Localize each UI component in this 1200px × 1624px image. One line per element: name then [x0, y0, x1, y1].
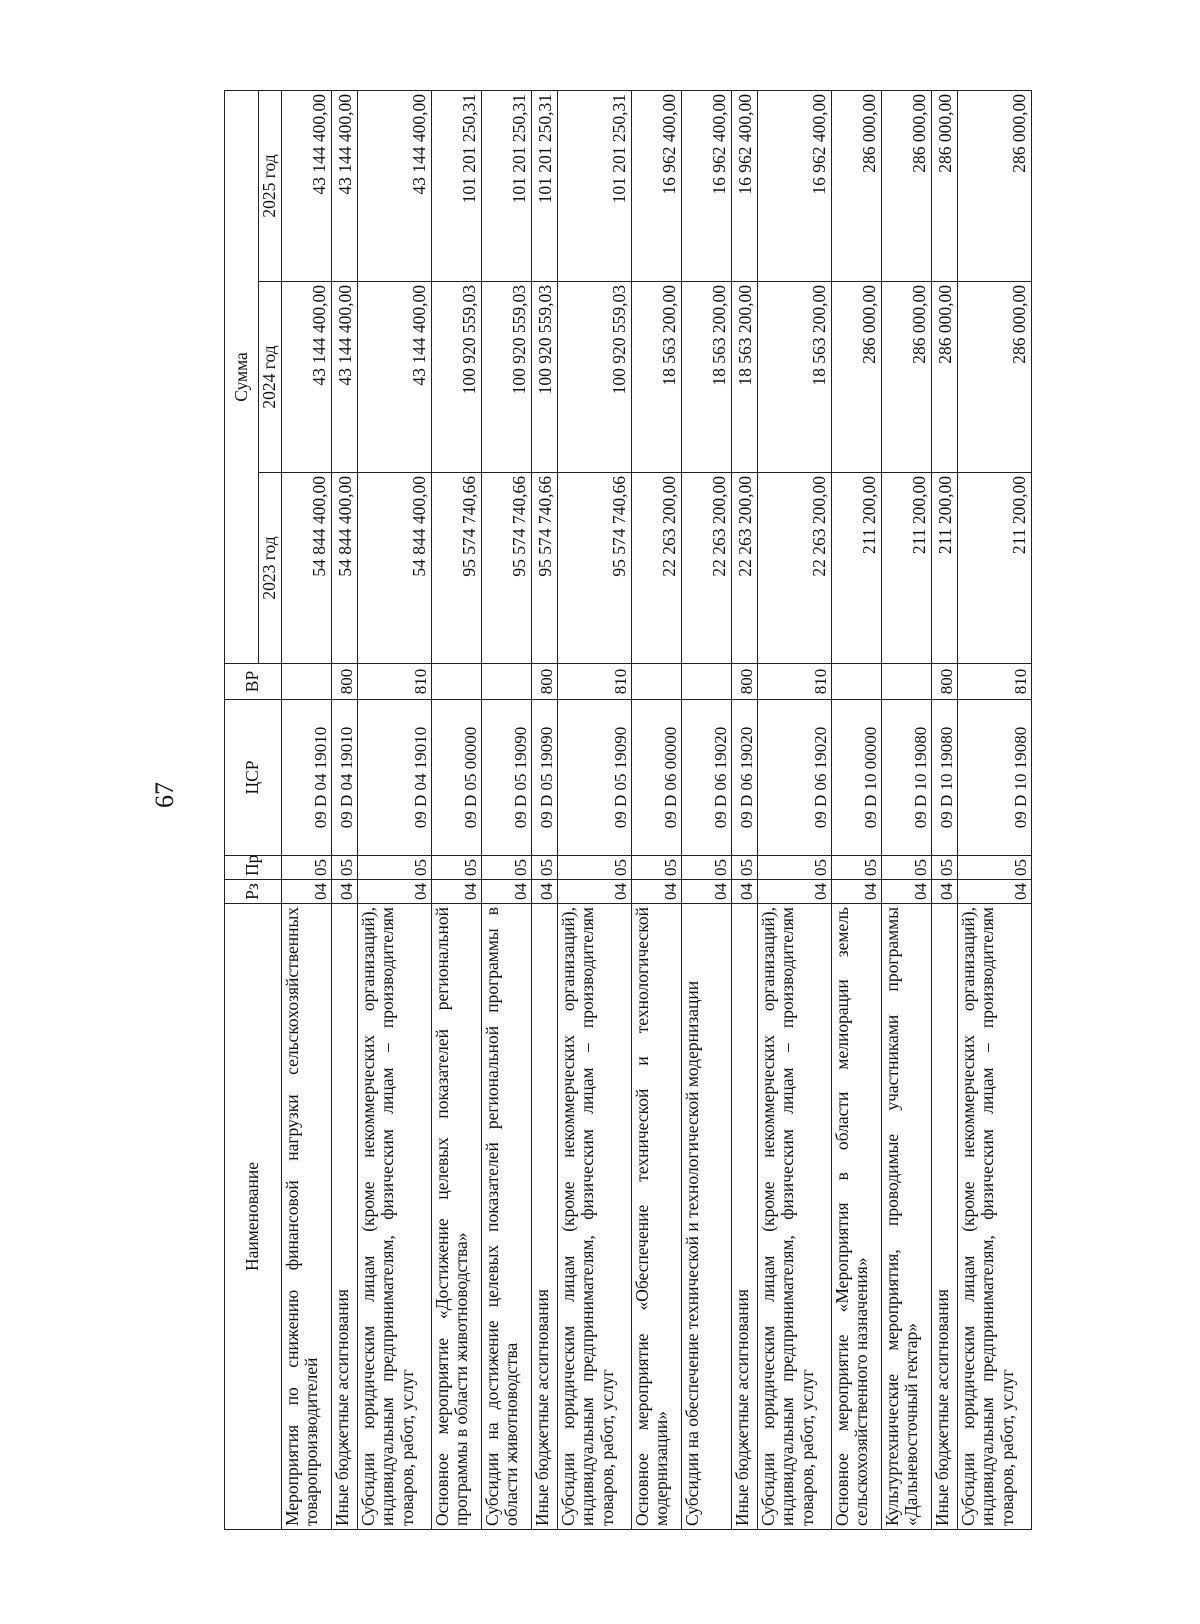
row-2024-cell: 18 563 200,00 — [631, 282, 681, 473]
row-2025-cell: 16 962 400,00 — [681, 90, 731, 281]
table-row — [431, 90, 481, 1529]
row-2023-cell: 211 200,00 — [931, 473, 957, 664]
row-vr-cell: 800 — [331, 664, 357, 700]
row-2025-cell: 16 962 400,00 — [631, 90, 681, 281]
row-2024-cell: 100 920 559,03 — [531, 282, 557, 473]
row-rz-cell: 04 — [331, 880, 357, 904]
row-pr-cell: 05 — [281, 856, 331, 880]
row-name-cell: Иные бюджетные ассигнования — [331, 904, 357, 1530]
row-2025-cell: 101 201 250,31 — [531, 90, 557, 281]
header-2024: 2024 год — [259, 282, 282, 473]
row-rz-cell: 04 — [431, 880, 481, 904]
row-2025-cell: 101 201 250,31 — [557, 90, 631, 281]
table-row — [331, 90, 357, 1529]
row-2025-cell: 101 201 250,31 — [431, 90, 481, 281]
row-rz-cell: 04 — [757, 880, 831, 904]
row-name-cell: Субсидии на обеспечение технической и технологической модернизации — [681, 904, 731, 1530]
row-vr-cell: 800 — [531, 664, 557, 700]
row-2024-cell: 18 563 200,00 — [681, 282, 731, 473]
row-csr-cell: 09 D 06 19020 — [757, 700, 831, 856]
row-2023-cell: 95 574 740,66 — [557, 473, 631, 664]
row-vr-cell: 810 — [757, 664, 831, 700]
row-pr-cell: 05 — [957, 856, 1031, 880]
row-csr-cell: 09 D 04 19010 — [331, 700, 357, 856]
row-csr-cell: 09 D 05 00000 — [431, 700, 481, 856]
row-2023-cell: 22 263 200,00 — [731, 473, 757, 664]
table-row — [281, 90, 331, 1529]
row-2023-cell: 22 263 200,00 — [631, 473, 681, 664]
row-name-cell: Субсидии юридическим лицам (кроме некоммерческих организаций), индивидуальным предпринимателям, физическим лицам – производителям товаров, работ, услуг — [557, 904, 631, 1530]
header-2023: 2023 год — [259, 473, 282, 664]
row-rz-cell: 04 — [931, 880, 957, 904]
row-2023-cell: 95 574 740,66 — [531, 473, 557, 664]
row-pr-cell: 05 — [631, 856, 681, 880]
table-row — [757, 90, 831, 1529]
table-row — [531, 90, 557, 1529]
row-name-cell: Иные бюджетные ассигнования — [731, 904, 757, 1530]
row-2025-cell: 43 144 400,00 — [331, 90, 357, 281]
row-name-cell: Мероприятия по снижению финансовой нагрузки сельскохозяйственных товаропроизводителей — [281, 904, 331, 1530]
row-2024-cell: 100 920 559,03 — [481, 282, 531, 473]
row-name-cell: Основное мероприятие «Мероприятия в области мелиорации земель сельскохозяйственного назначения» — [831, 904, 881, 1530]
row-rz-cell: 04 — [281, 880, 331, 904]
table-row — [957, 90, 1031, 1529]
row-2023-cell: 22 263 200,00 — [757, 473, 831, 664]
header-sum: Сумма — [225, 90, 259, 663]
row-pr-cell: 05 — [331, 856, 357, 880]
row-2025-cell: 286 000,00 — [831, 90, 881, 281]
header-rz: Рз — [225, 880, 282, 904]
row-rz-cell: 04 — [481, 880, 531, 904]
row-pr-cell: 05 — [531, 856, 557, 880]
row-pr-cell: 05 — [731, 856, 757, 880]
row-2024-cell: 43 144 400,00 — [357, 282, 431, 473]
row-2024-cell: 286 000,00 — [931, 282, 957, 473]
row-csr-cell: 09 D 10 19080 — [957, 700, 1031, 856]
row-csr-cell: 09 D 05 19090 — [481, 700, 531, 856]
table-row — [557, 90, 631, 1529]
row-2023-cell: 54 844 400,00 — [357, 473, 431, 664]
row-rz-cell: 04 — [681, 880, 731, 904]
row-name-cell: Культуртехнические мероприятия, проводимые участниками программы «Дальневосточный гектар» — [881, 904, 931, 1530]
row-vr-cell: 800 — [931, 664, 957, 700]
row-2024-cell: 286 000,00 — [881, 282, 931, 473]
row-name-cell: Субсидии юридическим лицам (кроме некоммерческих организаций), индивидуальным предпринимателям, физическим лицам – производителям товаров, работ, услуг — [757, 904, 831, 1530]
row-vr-cell: 810 — [957, 664, 1031, 700]
row-2023-cell: 54 844 400,00 — [281, 473, 331, 664]
row-rz-cell: 04 — [357, 880, 431, 904]
header-2025: 2025 год — [259, 90, 282, 281]
row-csr-cell: 09 D 10 00000 — [831, 700, 881, 856]
row-name-cell: Иные бюджетные ассигнования — [531, 904, 557, 1530]
table-header — [225, 90, 282, 1529]
table-body — [281, 90, 1031, 1529]
row-vr-cell — [481, 664, 531, 700]
row-2024-cell: 43 144 400,00 — [331, 282, 357, 473]
row-vr-cell — [831, 664, 881, 700]
header-csr: ЦСР — [225, 700, 282, 856]
row-vr-cell: 810 — [557, 664, 631, 700]
row-rz-cell: 04 — [631, 880, 681, 904]
row-2023-cell: 211 200,00 — [831, 473, 881, 664]
row-rz-cell: 04 — [557, 880, 631, 904]
row-csr-cell: 09 D 04 19010 — [357, 700, 431, 856]
row-csr-cell: 09 D 06 19020 — [731, 700, 757, 856]
row-csr-cell: 09 D 10 19080 — [931, 700, 957, 856]
row-2025-cell: 286 000,00 — [957, 90, 1031, 281]
row-2025-cell: 286 000,00 — [931, 90, 957, 281]
row-vr-cell: 800 — [731, 664, 757, 700]
page-number: 67 — [150, 782, 179, 808]
header-pr: Пр — [225, 856, 282, 880]
row-2025-cell: 16 962 400,00 — [731, 90, 757, 281]
rotated-page-content — [224, 90, 1094, 1530]
row-2023-cell: 54 844 400,00 — [331, 473, 357, 664]
row-name-cell: Основное мероприятие «Достижение целевых показателей региональной программы в области животноводства» — [431, 904, 481, 1530]
row-pr-cell: 05 — [931, 856, 957, 880]
row-2025-cell: 16 962 400,00 — [757, 90, 831, 281]
row-2024-cell: 100 920 559,03 — [431, 282, 481, 473]
row-2025-cell: 286 000,00 — [881, 90, 931, 281]
row-pr-cell: 05 — [881, 856, 931, 880]
table-row — [631, 90, 681, 1529]
row-csr-cell: 09 D 04 19010 — [281, 700, 331, 856]
row-csr-cell: 09 D 05 19090 — [557, 700, 631, 856]
table-row — [881, 90, 931, 1529]
row-2023-cell: 95 574 740,66 — [481, 473, 531, 664]
row-2023-cell: 95 574 740,66 — [431, 473, 481, 664]
row-2025-cell: 43 144 400,00 — [281, 90, 331, 281]
row-vr-cell — [631, 664, 681, 700]
table-row — [357, 90, 431, 1529]
row-2024-cell: 18 563 200,00 — [731, 282, 757, 473]
row-name-cell: Иные бюджетные ассигнования — [931, 904, 957, 1530]
row-name-cell: Субсидии юридическим лицам (кроме некоммерческих организаций), индивидуальным предпринимателям, физическим лицам – производителям товаров, работ, услуг — [357, 904, 431, 1530]
row-2023-cell: 22 263 200,00 — [681, 473, 731, 664]
header-vr: ВР — [225, 664, 282, 700]
row-csr-cell: 09 D 06 19020 — [681, 700, 731, 856]
table-row — [831, 90, 881, 1529]
row-2023-cell: 211 200,00 — [957, 473, 1031, 664]
table-row — [731, 90, 757, 1529]
row-vr-cell — [281, 664, 331, 700]
row-2025-cell: 101 201 250,31 — [481, 90, 531, 281]
row-rz-cell: 04 — [831, 880, 881, 904]
row-pr-cell: 05 — [831, 856, 881, 880]
table-row — [931, 90, 957, 1529]
budget-table — [224, 90, 1032, 1530]
row-pr-cell: 05 — [557, 856, 631, 880]
row-2024-cell: 286 000,00 — [831, 282, 881, 473]
table-row — [481, 90, 531, 1529]
row-rz-cell: 04 — [731, 880, 757, 904]
row-name-cell: Субсидии юридическим лицам (кроме некоммерческих организаций), индивидуальным предпринимателям, физическим лицам – производителям товаров, работ, услуг — [957, 904, 1031, 1530]
row-rz-cell: 04 — [881, 880, 931, 904]
row-2024-cell: 286 000,00 — [957, 282, 1031, 473]
row-2025-cell: 43 144 400,00 — [357, 90, 431, 281]
row-2024-cell: 100 920 559,03 — [557, 282, 631, 473]
row-pr-cell: 05 — [357, 856, 431, 880]
row-csr-cell: 09 D 06 00000 — [631, 700, 681, 856]
row-pr-cell: 05 — [431, 856, 481, 880]
row-2024-cell: 18 563 200,00 — [757, 282, 831, 473]
table-row — [681, 90, 731, 1529]
row-csr-cell: 09 D 10 19080 — [881, 700, 931, 856]
row-rz-cell: 04 — [957, 880, 1031, 904]
row-pr-cell: 05 — [481, 856, 531, 880]
row-name-cell: Основное мероприятие «Обеспечение технической и технологической модернизации» — [631, 904, 681, 1530]
row-csr-cell: 09 D 05 19090 — [531, 700, 557, 856]
row-pr-cell: 05 — [757, 856, 831, 880]
row-vr-cell: 810 — [357, 664, 431, 700]
row-rz-cell: 04 — [531, 880, 557, 904]
header-name: Наименование — [225, 904, 282, 1530]
row-name-cell: Субсидии на достижение целевых показателей региональной программы в области животноводства — [481, 904, 531, 1530]
row-pr-cell: 05 — [681, 856, 731, 880]
row-vr-cell — [681, 664, 731, 700]
row-vr-cell — [881, 664, 931, 700]
row-vr-cell — [431, 664, 481, 700]
row-2024-cell: 43 144 400,00 — [281, 282, 331, 473]
row-2023-cell: 211 200,00 — [881, 473, 931, 664]
